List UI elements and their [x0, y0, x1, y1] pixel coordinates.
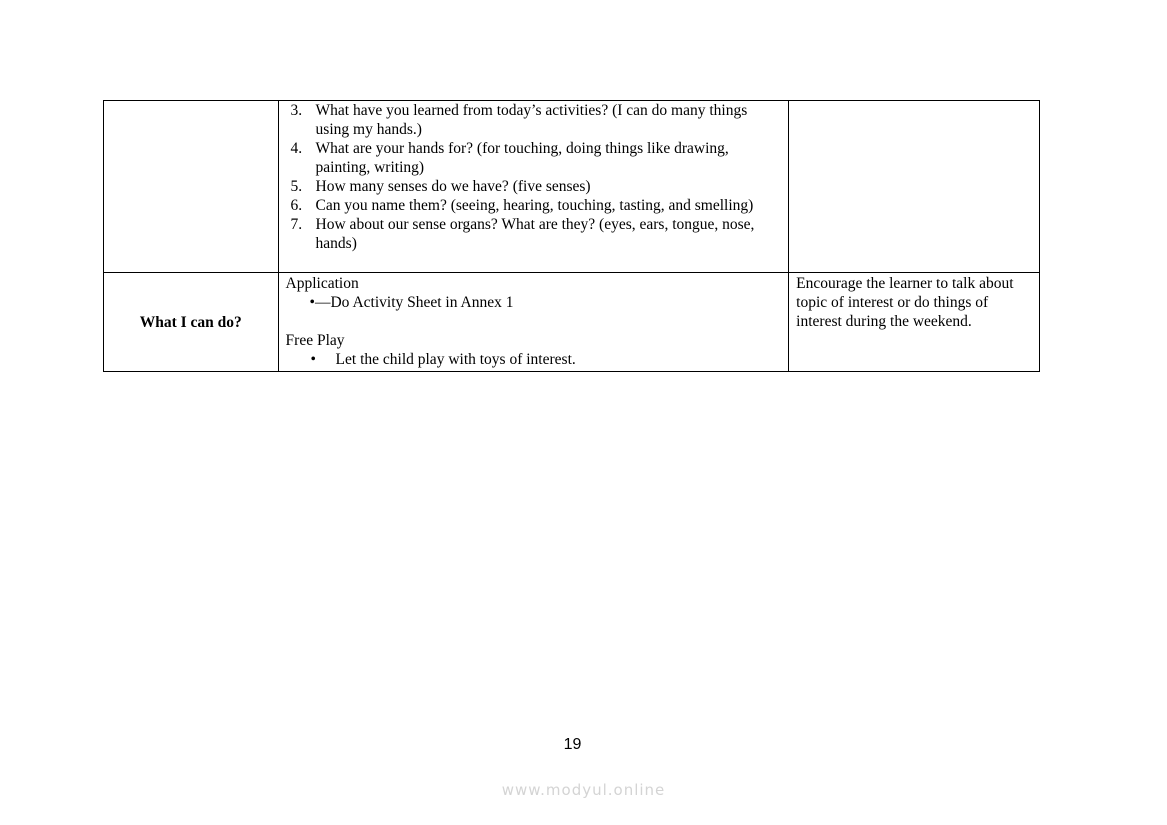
teacher-note: Encourage the learner to talk about topic of interest or do things of interest during the weekend. — [796, 275, 1014, 330]
table-row — [104, 273, 1040, 372]
list-item — [279, 215, 785, 253]
bullet-icon: •— — [309, 294, 331, 311]
table-row — [104, 101, 1040, 273]
questions-list — [279, 101, 789, 253]
question-number: 7. — [290, 216, 303, 233]
question-number: 3. — [290, 102, 303, 119]
list-item — [286, 350, 783, 369]
application-item: Do Activity Sheet in Annex 1 — [330, 294, 514, 311]
question-number: 5. — [290, 178, 303, 195]
list-item — [286, 293, 783, 312]
section-label-what-i-can-do: What I can do? — [104, 273, 279, 372]
application-heading: Application — [285, 275, 359, 292]
free-play-heading: Free Play — [285, 332, 345, 349]
question-number: 6. — [290, 197, 303, 214]
question-number: 4. — [290, 140, 303, 157]
list-item — [279, 139, 785, 177]
section-label-cell — [104, 101, 279, 273]
list-item — [279, 101, 785, 139]
list-item — [279, 196, 785, 215]
question-text: Can you name them? (seeing, hearing, touching, tasting, and smelling) — [315, 197, 754, 214]
question-text: How many senses do we have? (five senses) — [315, 178, 591, 195]
list-item — [279, 177, 785, 196]
question-text: What are your hands for? (for touching, doing things like drawing, painting, writing) — [315, 140, 729, 176]
free-play-item: Let the child play with toys of interest. — [335, 351, 576, 368]
question-text: How about our sense organs? What are they? (eyes, ears, tongue, nose, hands) — [315, 216, 755, 252]
bullet-icon: • — [310, 351, 316, 368]
questions-cell — [278, 101, 789, 273]
watermark: www.modyul.online — [501, 781, 666, 799]
activities-cell — [278, 273, 789, 372]
question-text: What have you learned from today’s activities? (I can do many things using my hands.) — [315, 102, 748, 138]
lesson-table — [103, 100, 1040, 372]
notes-cell — [789, 273, 1040, 372]
notes-cell — [789, 101, 1040, 273]
page-number: 19 — [563, 736, 582, 753]
